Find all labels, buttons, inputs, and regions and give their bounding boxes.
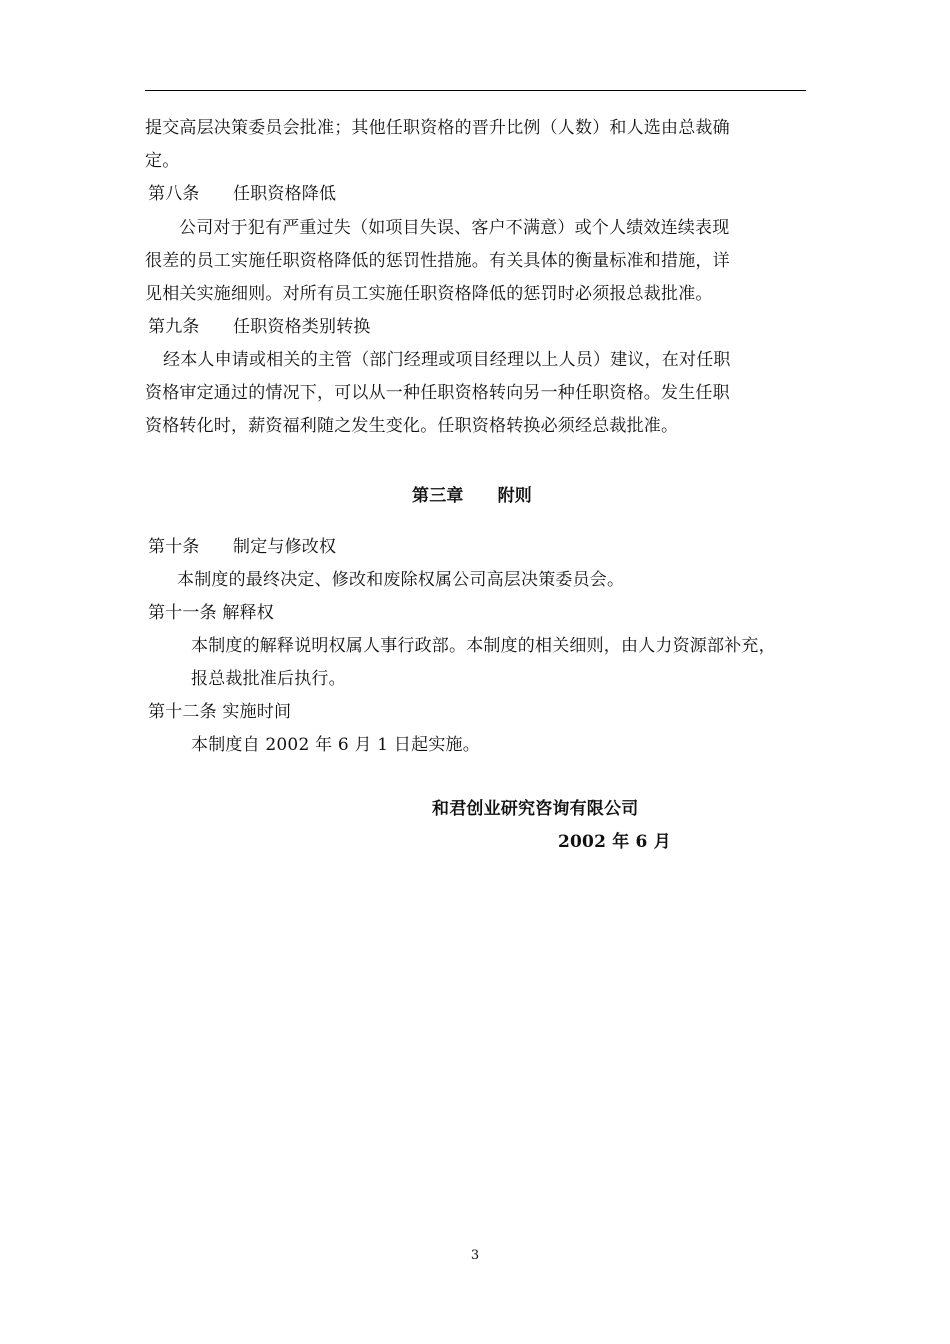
art10-title: 制定与修改权 xyxy=(233,537,337,557)
art12-heading: 第十二条 实施时间 xyxy=(148,702,292,722)
art9-line-1: 经本人申请或相关的主管（部门经理或项目经理以上人员）建议，在对任职 xyxy=(163,350,731,370)
art11-line-1: 本制度的解释说明权属人事行政部。本制度的相关细则，由人力资源部补充， xyxy=(191,636,776,656)
header-rule xyxy=(145,90,806,91)
art10-line-1: 本制度的最终决定、修改和废除权属公司高层决策委员会。 xyxy=(177,570,625,590)
chapter-number: 第三章 xyxy=(412,486,464,506)
art7-line-2: 定。 xyxy=(145,151,180,171)
art11-heading: 第十一条 解释权 xyxy=(148,603,275,623)
art8-heading xyxy=(148,184,336,204)
page-number: 3 xyxy=(470,1248,480,1263)
signature-date: 2002 年 6 月 xyxy=(558,832,671,852)
chapter-heading xyxy=(412,486,532,506)
art12-line-1: 本制度自 2002 年 6 月 1 日起实施。 xyxy=(191,735,480,755)
art8-line-2: 很差的员工实施任职资格降低的惩罚性措施。有关具体的衡量标准和措施，详 xyxy=(145,251,730,271)
art9-number: 第九条 xyxy=(148,317,200,337)
art8-line-1: 公司对于犯有严重过失（如项目失误、客户不满意）或个人绩效连续表现 xyxy=(179,218,730,238)
signature-company: 和君创业研究咨询有限公司 xyxy=(432,799,639,819)
art7-line-1: 提交高层决策委员会批准；其他任职资格的晋升比例（人数）和人选由总裁确 xyxy=(145,118,730,138)
art10-number: 第十条 xyxy=(148,537,200,557)
art9-heading xyxy=(148,317,371,337)
art8-line-3: 见相关实施细则。对所有员工实施任职资格降低的惩罚时必须报总裁批准。 xyxy=(145,284,713,304)
art11-line-2: 报总裁批准后执行。 xyxy=(191,669,346,689)
chapter-title: 附则 xyxy=(497,486,533,506)
art9-title: 任职资格类别转换 xyxy=(233,317,371,337)
art10-heading xyxy=(148,537,336,557)
art8-title: 任职资格降低 xyxy=(233,184,337,204)
art9-line-3: 资格转化时，薪资福利随之发生变化。任职资格转换必须经总裁批准。 xyxy=(145,416,679,436)
art9-line-2: 资格审定通过的情况下，可以从一种任职资格转向另一种任职资格。发生任职 xyxy=(145,383,730,403)
art8-number: 第八条 xyxy=(148,184,200,204)
